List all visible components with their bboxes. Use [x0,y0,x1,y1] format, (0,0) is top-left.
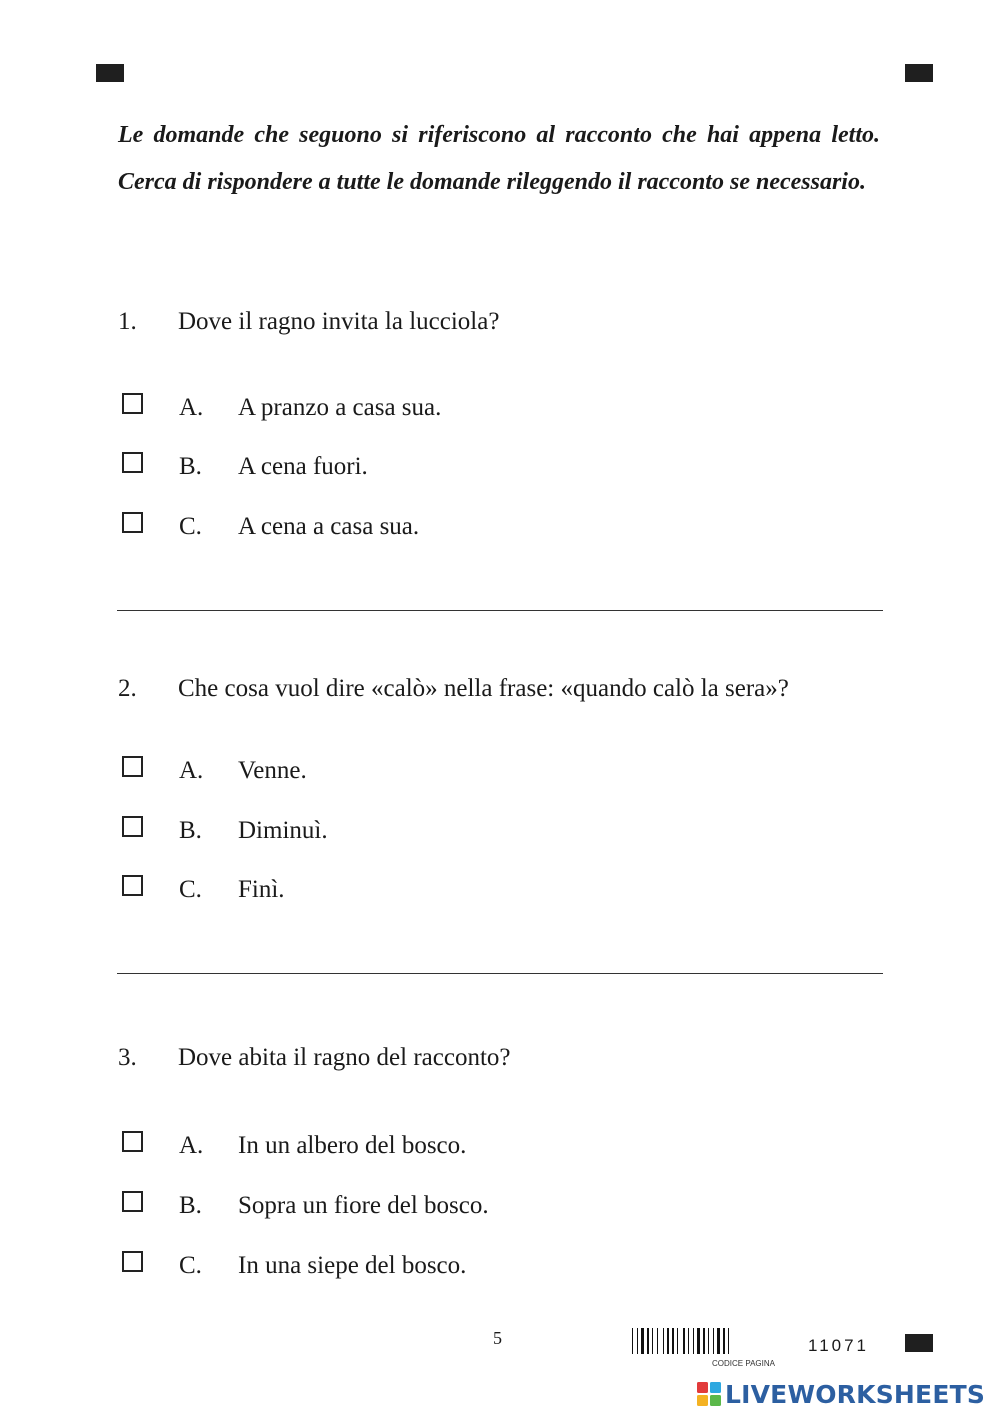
option-text: A pranzo a casa sua. [238,394,442,421]
question-number: 1. [118,308,137,335]
question-number: 3. [118,1044,137,1071]
checkbox[interactable] [122,756,143,777]
checkbox[interactable] [122,393,143,414]
divider [117,973,883,974]
liveworksheets-brand: LIVEWORKSHEETS [725,1379,986,1409]
page-code-number: 11071 [808,1336,870,1355]
page-number: 5 [493,1328,502,1348]
question-text: Che cosa vuol dire «calò» nella frase: «quando calò la sera»? [178,675,789,702]
option-letter: B. [179,1192,202,1219]
option-text: A cena a casa sua. [238,513,420,540]
question-text: Dove il ragno invita la lucciola? [178,308,500,335]
option-letter: A. [179,394,204,421]
option-text: Diminuì. [238,817,328,844]
option-text: In una siepe del bosco. [238,1252,467,1279]
liveworksheets-logo [697,1376,985,1412]
barcode [632,1328,772,1354]
liveworksheets-icon [697,1382,721,1406]
divider [117,610,883,611]
option-letter: A. [179,1132,204,1159]
option-letter: C. [179,876,202,903]
question-text: Dove abita il ragno del racconto? [178,1044,511,1071]
checkbox[interactable] [122,452,143,473]
checkbox[interactable] [122,1251,143,1272]
page-code-label: CODICE PAGINA [712,1359,775,1368]
option-text: In un albero del bosco. [238,1132,467,1159]
option-text: Sopra un fiore del bosco. [238,1192,489,1219]
checkbox[interactable] [122,1191,143,1212]
option-letter: A. [179,757,204,784]
question-number: 2. [118,675,137,702]
option-text: Finì. [238,876,285,903]
option-text: A cena fuori. [238,453,368,480]
checkbox[interactable] [122,875,143,896]
option-letter: B. [179,817,202,844]
checkbox[interactable] [122,1131,143,1152]
registration-mark-bottom-right [905,1334,933,1352]
option-letter: C. [179,513,202,540]
registration-mark-top-left [96,64,124,82]
option-text: Venne. [238,757,307,784]
option-letter: B. [179,453,202,480]
checkbox[interactable] [122,816,143,837]
option-letter: C. [179,1252,202,1279]
checkbox[interactable] [122,512,143,533]
registration-mark-top-right [905,64,933,82]
instructions: Le domande che seguono si riferiscono al racconto che hai appena letto. Cerca di rispondere a tutte le domande rileggendo il racconto se necessario. [118,122,880,195]
